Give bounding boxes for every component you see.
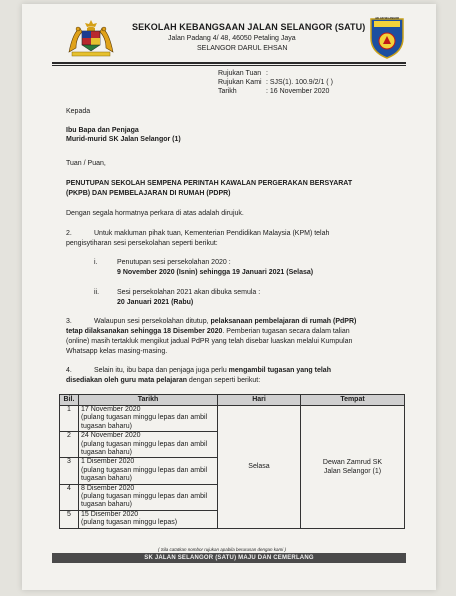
para4-text: Selain itu, ibu bapa dan penjaga juga perlu [94, 367, 229, 374]
tempat-line-2: Jalan Selangor (1) [323, 467, 382, 475]
ref-label: Tarikh [218, 88, 237, 95]
para4-line-2 [66, 376, 260, 386]
para2-number: 2. [66, 230, 72, 237]
recipient-line-1: Ibu Bapa dan Penjaga [66, 127, 139, 134]
para3-line-2 [66, 327, 411, 337]
hari-cell: Selasa [218, 406, 301, 529]
address-line-2: SELANGOR DARUL EHSAN [197, 45, 288, 52]
school-crest-icon [368, 16, 406, 60]
row-number: 3 [60, 458, 79, 484]
row-note: tugasan baharu) [81, 449, 132, 457]
row-number: 1 [60, 406, 79, 432]
para3-line-3: (online) masih tertakluk mengikut jadual PdPR yang telah disebar luaskan melalui Kumpulan [66, 338, 353, 345]
ref-value: : SJS(1). 100.9/2/1 ( ) [266, 79, 333, 86]
recipient-line-2: Murid-murid SK Jalan Selangor (1) [66, 136, 181, 143]
para3-line-4: Whatsapp kelas masing-masing. [66, 348, 168, 355]
header-rule-thin [52, 65, 406, 66]
item1-value: 9 November 2020 (Isnin) sehingga 19 Januari 2021 (Selasa) [117, 269, 314, 276]
row-date-cell [79, 406, 218, 432]
row-number: 2 [60, 432, 79, 458]
para3-text: Walaupun sesi persekolahan ditutup, [94, 318, 211, 325]
row-number: 5 [60, 510, 79, 528]
subject-line-2: (PKPB) DAN PEMBELAJARAN DI RUMAH (PDPR) [66, 190, 231, 197]
para4-emphasis: disediakan oleh guru mata pelajaran [66, 377, 187, 384]
para3-emphasis: pelaksanaan pembelajaran di rumah (PdPR) [210, 318, 357, 325]
row-note: (pulang tugasan minggu lepas dan ambil [81, 414, 208, 422]
row-note: (pulang tugasan minggu lepas dan ambil [81, 466, 208, 474]
row-date: 17 November 2020 [81, 406, 141, 413]
row-note: tugasan baharu) [81, 475, 132, 483]
col-header-hari: Hari [218, 395, 301, 406]
footer-note: ( Sila catatkan nombor rujukan apabila berurusan dengan kami ) [157, 547, 287, 552]
address-line-1: Jalan Padang 4/ 48, 46050 Petaling Jaya [168, 35, 296, 42]
ref-rujukan-kami [218, 79, 333, 86]
row-note: (pulang tugasan minggu lepas dan ambil [81, 493, 208, 501]
ref-label: Rujukan Kami [218, 79, 262, 86]
para4-number: 4. [66, 367, 72, 374]
footer-motto: SK JALAN SELANGOR (SATU) MAJU DAN CEMERLANG [52, 553, 406, 563]
row-date-cell [79, 458, 218, 484]
col-header-tarikh: Tarikh [79, 395, 218, 406]
item2-value: 20 Januari 2021 (Rabu) [117, 299, 194, 306]
ref-tarikh [218, 88, 329, 95]
para2-line-2: pengisytiharan sesi persekolahan seperti berikut: [66, 240, 218, 247]
para4-text: dengan seperti berikut: [186, 377, 261, 384]
item2-label: Sesi persekolahan 2021 akan dibuka semula : [117, 289, 261, 296]
table-header-row [60, 395, 405, 406]
ref-rujukan-tuan [218, 70, 268, 77]
para3-emphasis: tetap dilaksanakan sehingga 18 Disember 2020 [66, 328, 223, 335]
para4-line-1 [94, 366, 411, 376]
item2-roman: ii. [94, 289, 100, 296]
header-rule [52, 62, 406, 64]
row-note: (pulang tugasan minggu lepas dan ambil [81, 440, 208, 448]
tempat-cell [301, 406, 405, 529]
schedule-table [59, 394, 405, 529]
ref-value: : 16 November 2020 [266, 88, 330, 95]
ref-label: Rujukan Tuan [218, 70, 262, 77]
para3-number: 3. [66, 318, 72, 325]
intro-line: Dengan segala hormatnya perkara di atas adalah dirujuk. [66, 210, 244, 217]
malaysia-coat-of-arms-icon [66, 18, 116, 58]
table-row [60, 406, 405, 432]
kepada: Kepada [66, 108, 91, 115]
row-date: 1 Disember 2020 [81, 458, 135, 466]
para2-line-1: Untuk makluman pihak tuan, Kementerian Pendidikan Malaysia (KPM) telah [94, 230, 330, 237]
row-date: 24 November 2020 [81, 432, 141, 440]
item1-roman: i. [94, 259, 98, 266]
subject-line-1: PENUTUPAN SEKOLAH SEMPENA PERINTAH KAWALAN PERGERAKAN BERSYARAT [66, 180, 353, 187]
col-header-tempat: Tempat [301, 395, 405, 406]
row-date: 15 Disember 2020 [81, 510, 139, 518]
tempat-line-1: Dewan Zamrud SK [322, 458, 383, 466]
row-note: tugasan baharu) [81, 501, 132, 509]
row-date-cell [79, 432, 218, 458]
row-date: 8 Disember 2020 [81, 484, 135, 492]
school-name: SEKOLAH KEBANGSAAN JALAN SELANGOR (SATU) [132, 22, 366, 32]
row-date-cell [79, 510, 218, 528]
col-header-bil: Bil. [60, 395, 79, 406]
para4-emphasis: mengambil tugasan yang telah [228, 367, 331, 374]
row-number: 4 [60, 484, 79, 510]
row-note: tugasan baharu) [81, 422, 132, 430]
row-note: (pulang tugasan minggu lepas) [81, 519, 178, 527]
crest-label: JALAN SELANGOR [374, 17, 400, 20]
para3-text: . Pemberian tugasan secara dalam talian [222, 328, 350, 335]
row-date-cell [79, 484, 218, 510]
para3-line-1 [94, 317, 411, 327]
salutation: Tuan / Puan, [66, 160, 106, 167]
ref-value: : [266, 70, 268, 77]
item1-label: Penutupan sesi persekolahan 2020 : [117, 259, 231, 266]
